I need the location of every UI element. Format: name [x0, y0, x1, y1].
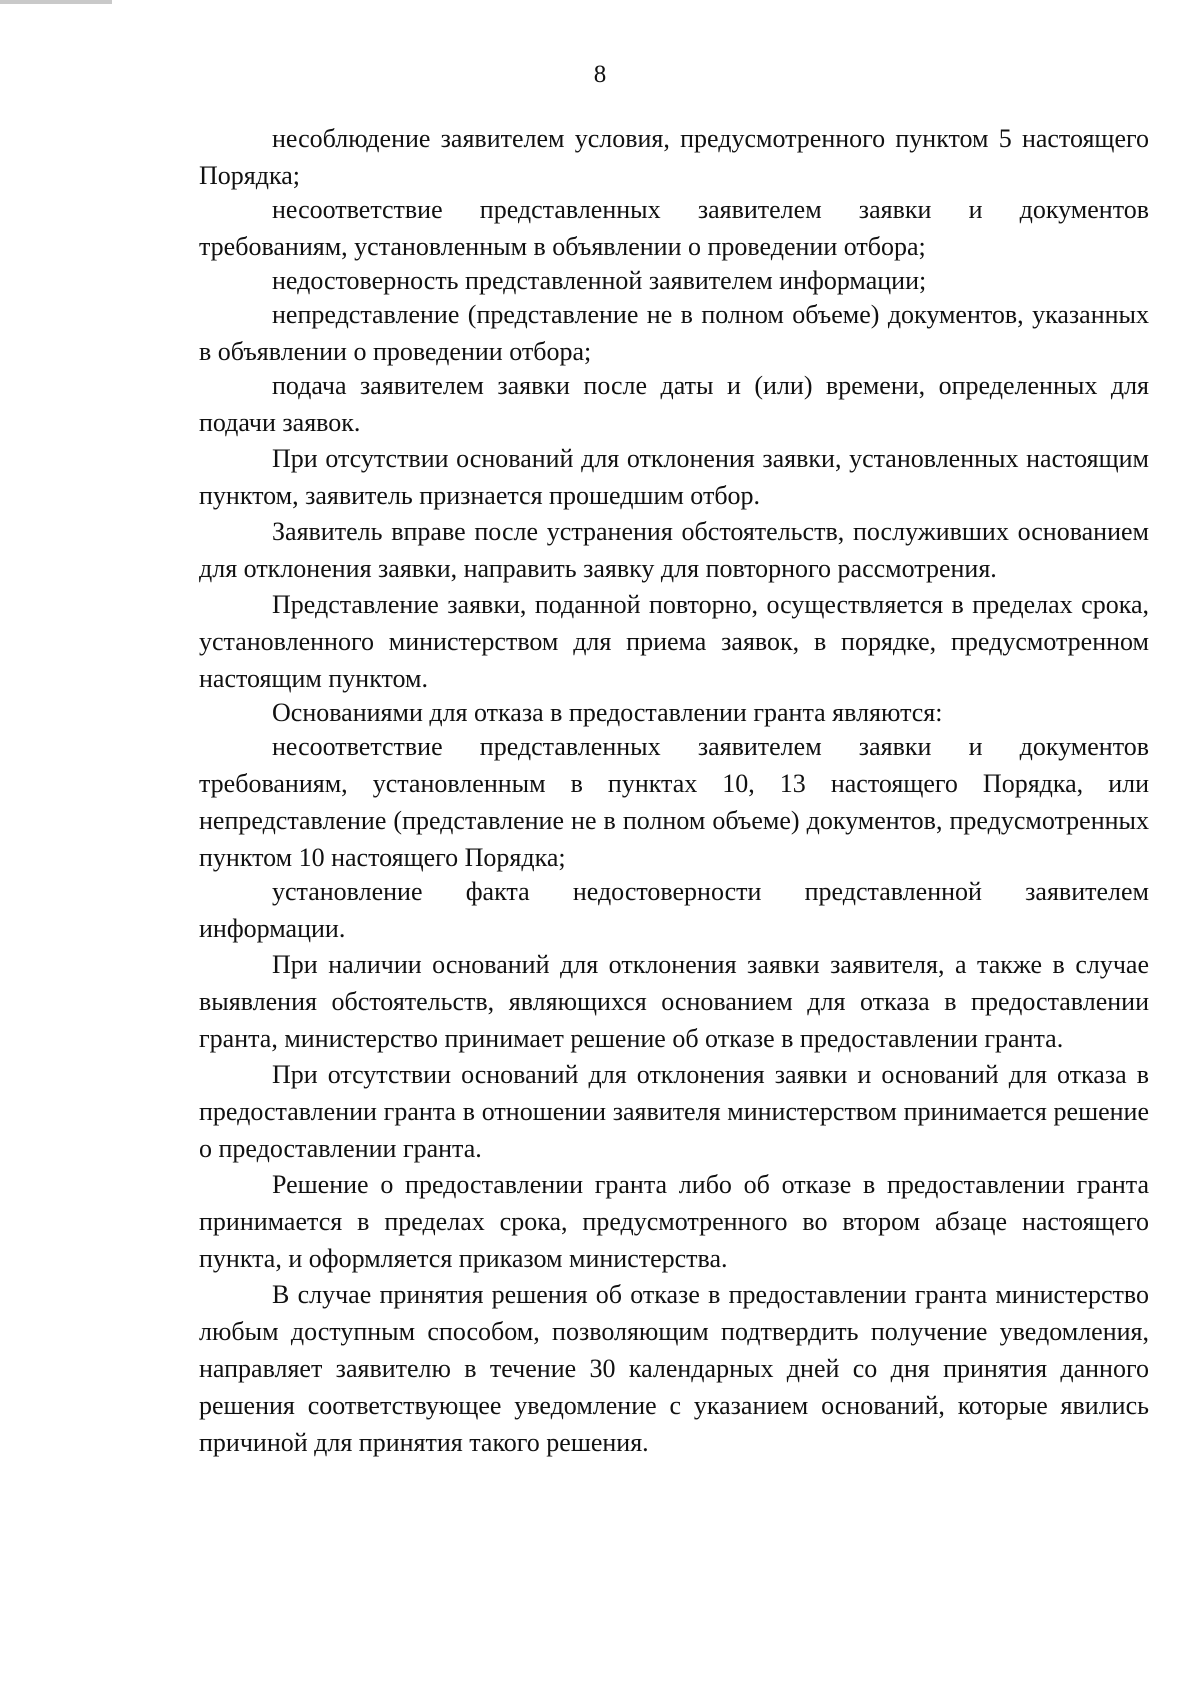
paragraph-15: В случае принятия решения об отказе в предоставлении гранта министерство любым доступным способом, позволяющим подтвердить получение уведомления, направляет заявителю в течение 30 календарных дней со дня принятия данного решения соответствующее уведомление с указанием оснований, которые явились причиной для принятия такого решения.	[199, 1280, 1149, 1457]
paragraph-9: Основаниями для отказа в предоставлении гранта являются:	[272, 698, 943, 727]
paragraph-1: несоблюдение заявителем условия, предусмотренного пунктом 5 настоящего Порядка;	[199, 124, 1149, 190]
paragraph-6: При отсутствии оснований для отклонения заявки, установленных настоящим пунктом, заявитель признается прошедшим отбор.	[199, 444, 1149, 510]
paragraph-11: установление факта недостоверности представленной заявителем информации.	[199, 877, 1149, 943]
paragraph-2: несоответствие представленных заявителем заявки и документов требованиям, установленным в объявлении о проведении отбора;	[199, 195, 1149, 261]
paragraph-14: Решение о предоставлении гранта либо об отказе в предоставлении гранта принимается в пределах срока, предусмотренного во втором абзаце настоящего пункта, и оформляется приказом министерства.	[199, 1170, 1149, 1273]
document-body	[199, 120, 1149, 1461]
paragraph-8: Представление заявки, поданной повторно, осуществляется в пределах срока, установленного министерством для приема заявок, в порядке, предусмотренном настоящим пунктом.	[199, 590, 1149, 693]
paragraph-7: Заявитель вправе после устранения обстоятельств, послуживших основанием для отклонения заявки, направить заявку для повторного рассмотрения.	[199, 517, 1149, 583]
paragraph-4: непредставление (представление не в полном объеме) документов, указанных в объявлении о проведении отбора;	[199, 300, 1149, 366]
paragraph-3: недостоверность представленной заявителем информации;	[272, 266, 927, 295]
paragraph-12: При наличии оснований для отклонения заявки заявителя, а также в случае выявления обстоятельств, являющихся основанием для отказа в предоставлении гранта, министерство принимает решение об отказе в предоставлении гранта.	[199, 950, 1149, 1053]
scan-edge-mark	[0, 0, 112, 4]
paragraph-13: При отсутствии оснований для отклонения заявки и оснований для отказа в предоставлении гранта в отношении заявителя министерством принимается решение о предоставлении гранта.	[199, 1060, 1149, 1163]
paragraph-10: несоответствие представленных заявителем заявки и документов требованиям, установленным в пунктах 10, 13 настоящего Порядка, или непредставление (представление не в полном объеме) документов, предусмотренных пунктом 10 настоящего Порядка;	[199, 732, 1149, 872]
page-number: 8	[593, 61, 607, 88]
paragraph-5: подача заявителем заявки после даты и (или) времени, определенных для подачи заявок.	[199, 371, 1149, 437]
